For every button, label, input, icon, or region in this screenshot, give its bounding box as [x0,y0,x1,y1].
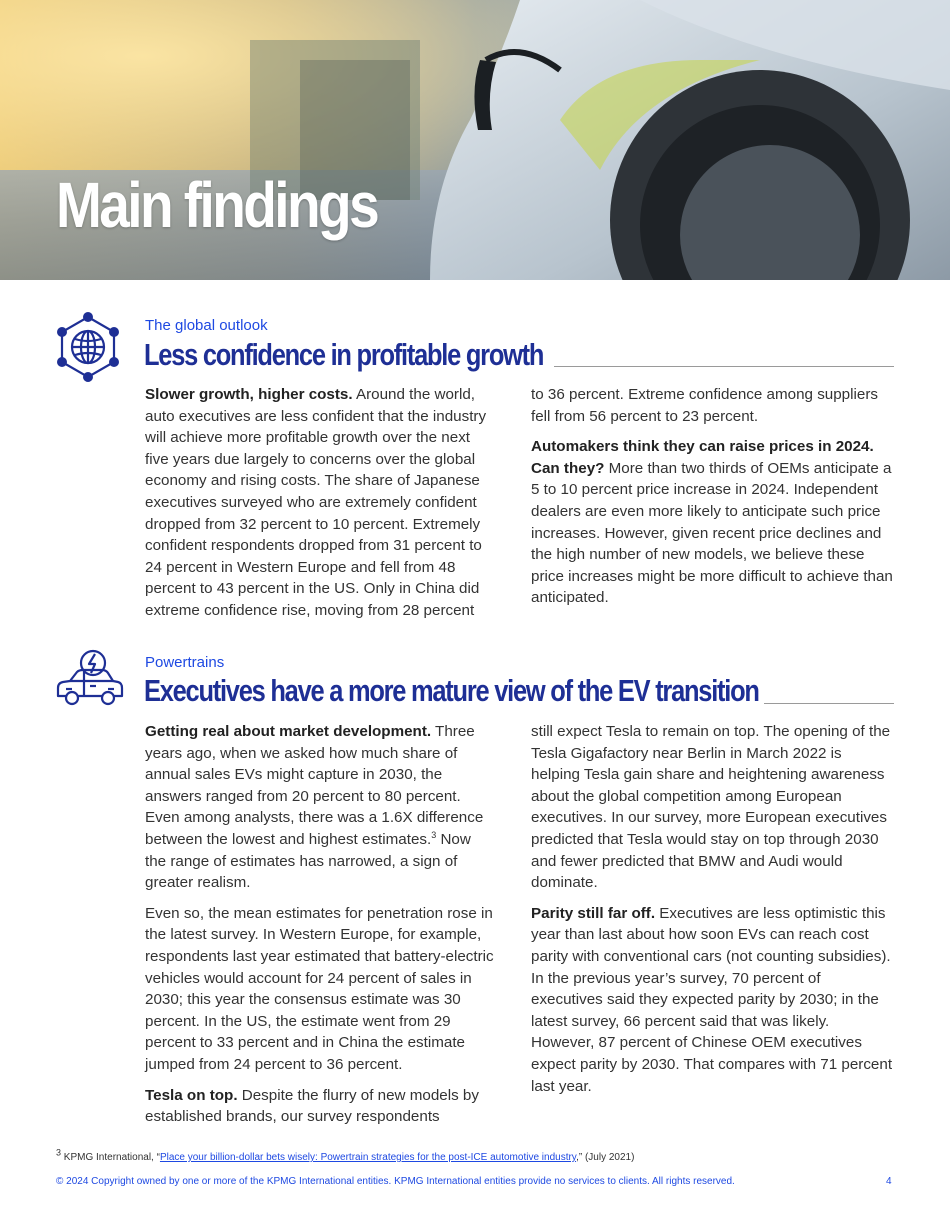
paragraph-text: Executives are less optimistic this year than last about how soon EVs can reach cost parity with conventional cars (not counting subsidies). In the previous year’s survey, 70 percent of executives said they expected parity by 2030; in the latest survey, 66 percent said that was likely. However, 87 percent of Chinese OEM executives expect parity by 2030. That compares with 71 percent last year. [531,904,893,1095]
paragraph [531,436,893,609]
paragraph-text: More than two thirds of OEMs anticipate a 5 to 10 percent price increase in 2024. Independent dealers are even more likely to anticipate such price increases. However, given recent price declines and the high number of new models, we believe these price increases might be more difficult to achieve than anticipated. [531,459,893,607]
hero-banner [0,0,950,280]
section1-left-column [145,384,495,631]
electric-car-icon [50,648,126,712]
paragraph [531,903,893,1097]
copyright-notice: © 2024 Copyright owned by one or more of the KPMG International entities. KPMG International entities provide no services to clients. All rights reserved. [56,1176,735,1187]
paragraph [145,384,495,622]
paragraph-lead: Tesla on top. [145,1086,238,1104]
paragraph-text: still expect Tesla to remain on top. The opening of the Tesla Gigafactory near Berlin in March 2022 is helping Tesla gain share and heightening awareness about the global competition among European executives. In our survey, more European executives predicted that Tesla would stay on top through 2030 and fewer predicted that BMW and Audi would dominate. [531,723,891,892]
paragraph-text: Three years ago, when we asked how much share of annual sales EVs might capture in 2030, the answers ranged from 20 percent to 80 percent. Even among analysts, there was a 1.6X difference between the lowest and highest estimates. [145,723,484,848]
section-kicker-global-outlook: The global outlook [145,317,268,334]
globe-network-icon [50,309,126,385]
section2-left-column [145,721,495,1137]
paragraph-lead: Automakers think they can raise prices in 2024. Can they? [531,438,874,477]
paragraph-text: to 36 percent. Extreme confidence among suppliers fell from 56 percent to 23 percent. [531,386,878,425]
section2-right-column [531,721,893,1106]
paragraph-text: Around the world, auto executives are less confident that the industry will achieve more profitable growth over the next five years due largely to concerns over the global economy and rising costs. The share of Japanese executives surveyed who are extremely confident dropped from 32 percent to 10 percent. Extremely confident respondents dropped from 31 percent to 24 percent in Western Europe and fell from 48 percent to 43 percent in the US. Only in China did extreme confidence rise, moving from 28 percent [145,386,487,619]
paragraph-text: Despite the flurry of new models by established brands, our survey respondents [145,1086,479,1126]
paragraph-text: Even so, the mean estimates for penetration rose in the latest survey. In Western Europe, for example, respondents last year estimated that battery-electric vehicles would account for 24 percent of sales in 2030; this year the consensus estimate was 30 percent. In the US, the estimate went from 29 percent to 33 percent and in China the estimate jumped from 24 percent to 36 percent. [145,904,494,1073]
section-title-profitable-growth: Less confidence in profitable growth [144,337,544,372]
paragraph-lead: Getting real about market development. [145,723,432,740]
paragraph [145,1085,495,1128]
section-title-ev-transition: Executives have a more mature view of the EV transition [144,673,759,708]
paragraph-lead: Parity still far off. [531,904,656,922]
paragraph [531,384,893,427]
section-kicker-powertrains: Powertrains [145,654,225,671]
section-divider [554,366,894,367]
footnote [56,1147,635,1163]
footnote-prefix: KPMG International, “ [61,1152,160,1163]
paragraph-text: Now the range of estimates has narrowed, a sign of greater realism. [145,830,471,892]
page-title: Main findings [56,169,378,241]
page-number: 4 [886,1176,892,1187]
paragraph [145,721,495,894]
paragraph-lead: Slower growth, higher costs. [145,386,353,403]
footnote-suffix: ,” (July 2021) [576,1152,635,1163]
section1-right-column [531,384,893,618]
footnote-reference: 3 [431,829,437,840]
footnote-number: 3 [56,1147,62,1158]
paragraph [145,903,495,1076]
footnote-link[interactable]: Place your billion-dollar bets wisely: Powertrain strategies for the post-ICE automotive industry [159,1152,577,1163]
paragraph [531,721,893,894]
section-divider [764,703,894,704]
